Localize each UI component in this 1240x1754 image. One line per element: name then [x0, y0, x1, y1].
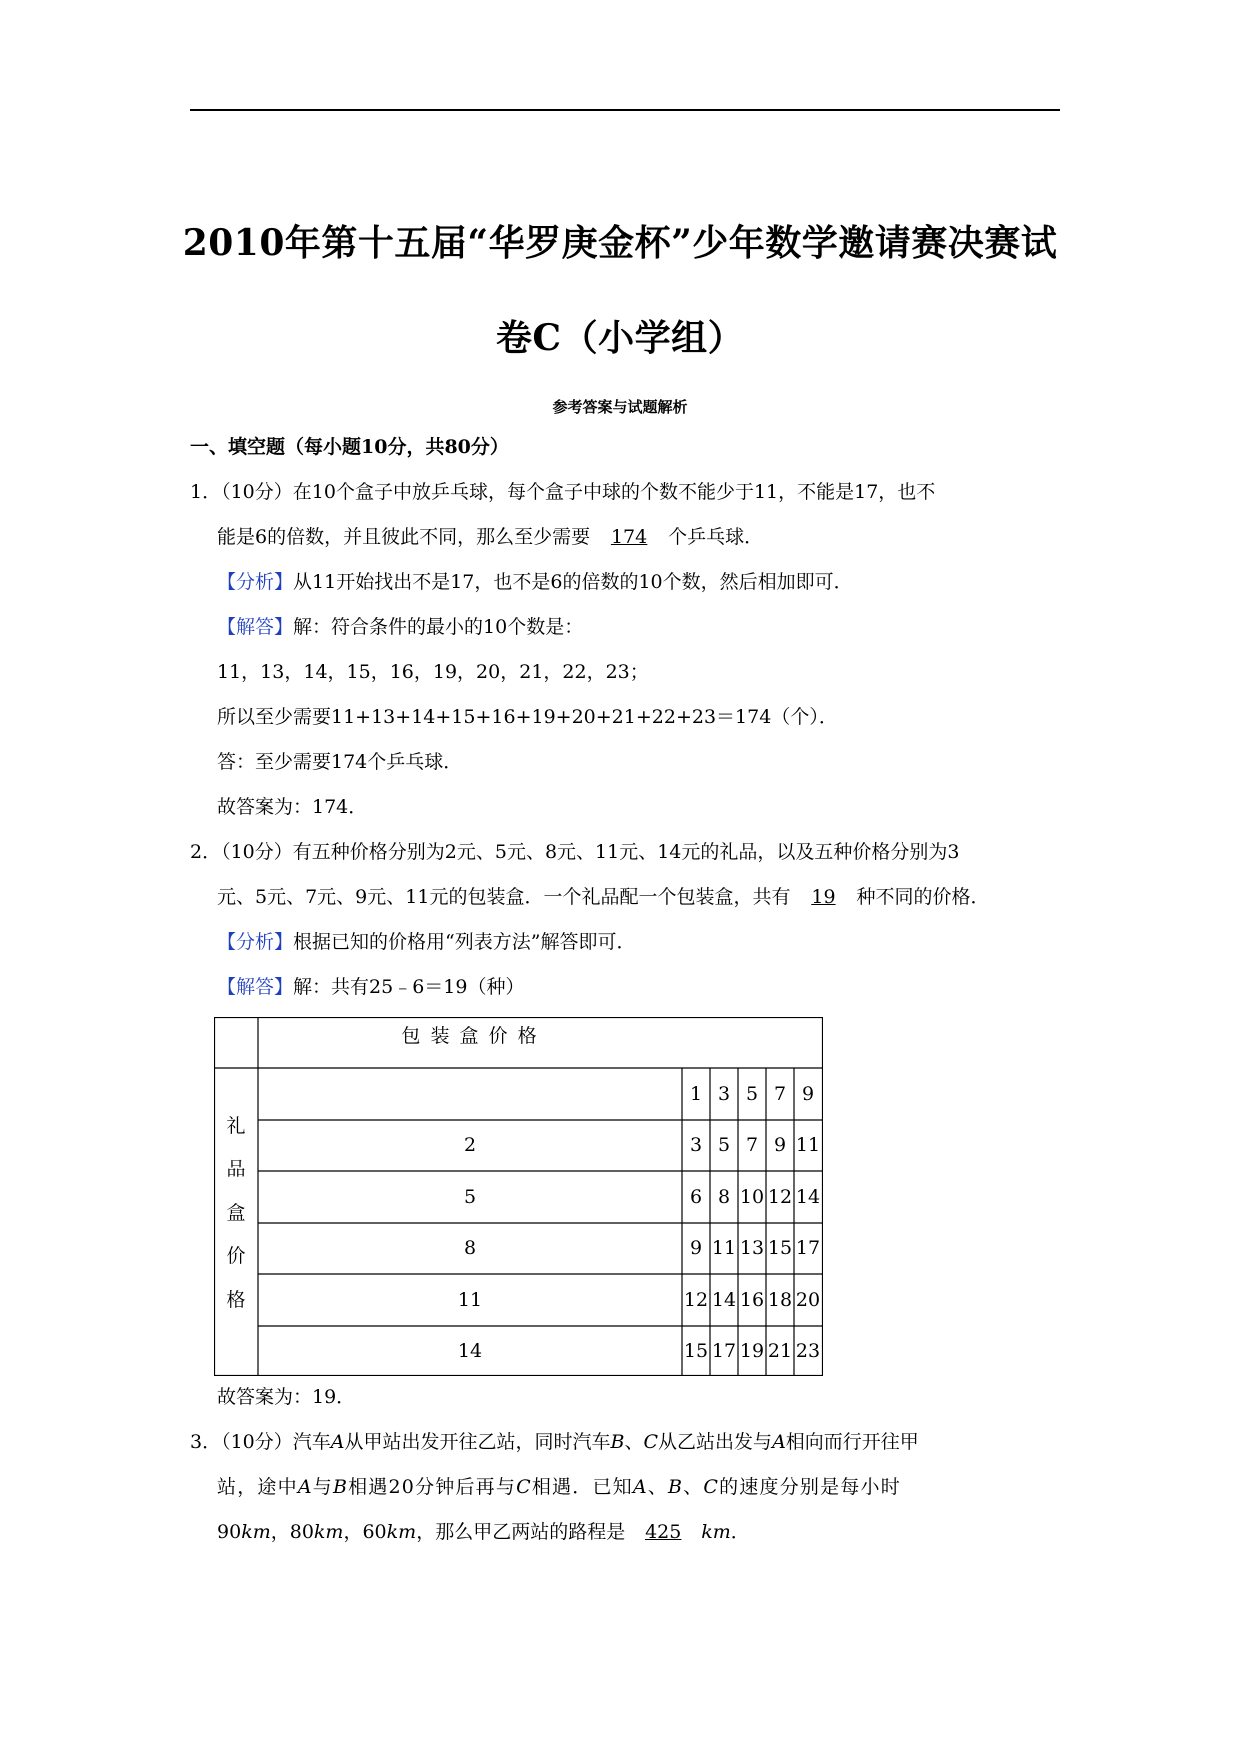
page-title-line2: 卷C（小学组）	[495, 317, 745, 359]
q2-solution-text: 解：共有25﹣6＝19（种）	[293, 976, 525, 998]
q3-unit: km	[313, 1521, 344, 1543]
table-cell: 5	[745, 1083, 759, 1105]
q1-answer-blank	[590, 524, 668, 550]
table-cell: 17	[795, 1237, 821, 1259]
q2-answer-blank	[790, 884, 856, 910]
q3-var: A	[330, 1431, 345, 1453]
q2-solution	[217, 974, 524, 1000]
table-cell: 20	[795, 1289, 821, 1311]
table-cell: 17	[711, 1340, 737, 1362]
page-title-line1: 2010年第十五届“华罗庚金杯”少年数学邀请赛决赛试	[182, 222, 1058, 264]
table-row-label: 14	[457, 1340, 483, 1362]
q3-speed: 60	[362, 1521, 387, 1543]
side-label-char: 价	[226, 1245, 246, 1267]
q3-text: ，那么甲乙两站的路程是	[416, 1521, 626, 1543]
q2-answer: 19	[811, 886, 836, 908]
q1-numbers: 11，13，14，15，16，19，20，21，22，23；	[217, 661, 649, 683]
q3-text: 、	[624, 1431, 644, 1453]
table-cell: 19	[739, 1340, 765, 1362]
section-heading: 一、填空题（每小题10分，共80分）	[190, 436, 509, 458]
q3-var: C	[703, 1476, 720, 1498]
q1-analysis-text: 从11开始找出不是17，也不是6的倍数的10个数，然后相加即可．	[293, 571, 853, 593]
price-table	[214, 1017, 823, 1376]
table-cell: 14	[795, 1186, 821, 1208]
q1-solution	[217, 614, 583, 640]
q3-text: ，	[343, 1521, 363, 1543]
q3-text: 相向而行开往甲	[785, 1431, 919, 1453]
table-cell: 18	[767, 1289, 793, 1311]
table-cell: 7	[773, 1083, 787, 1105]
table-cell: 21	[767, 1340, 793, 1362]
table-cell: 5	[717, 1134, 731, 1156]
q3-text: 站，途中	[217, 1476, 298, 1498]
q3-text: 、	[647, 1476, 668, 1498]
q2-line2-post: 种不同的价格．	[856, 886, 990, 908]
table-cell: 23	[795, 1340, 821, 1362]
q1-sum: 所以至少需要11+13+14+15+16+19+20+21+22+23＝174（个）．	[217, 706, 838, 728]
table-header: 包 装 盒 价 格	[401, 1025, 539, 1047]
table-cell: 12	[767, 1186, 793, 1208]
q2-line1: 2．（10分）有五种价格分别为2元、5元、8元、11元、14元的礼品，以及五种价格分别为3	[190, 841, 960, 863]
table-cell: 13	[739, 1237, 765, 1259]
q1-answer: 174	[610, 526, 648, 548]
q3-text: ．	[730, 1521, 750, 1543]
q3-var: A	[772, 1431, 786, 1453]
q2-line2-pre: 元、5元、7元、9元、11元的包装盒．一个礼品配一个包装盒，共有	[217, 886, 791, 908]
side-label-char: 盒	[226, 1202, 246, 1224]
q3-line1	[190, 1429, 919, 1455]
q3-speed: 80	[289, 1521, 314, 1543]
analysis-tag: 【分析】	[217, 571, 294, 593]
q1-line2	[217, 524, 763, 550]
q1-solution-text: 解：符合条件的最小的10个数是：	[293, 616, 584, 638]
q3-text: 相遇．已知	[531, 1476, 633, 1498]
table-cell: 12	[683, 1289, 709, 1311]
q3-unit: km	[701, 1521, 731, 1543]
q3-text: 从乙站出发与	[658, 1431, 773, 1453]
q3-text: ，	[270, 1521, 290, 1543]
table-row-label: 11	[457, 1289, 483, 1311]
q3-text: 相遇20分钟后再与	[348, 1476, 517, 1498]
q3-var: A	[297, 1476, 313, 1498]
q3-unit: km	[386, 1521, 417, 1543]
table-cell: 11	[711, 1237, 737, 1259]
table-cell: 8	[717, 1186, 731, 1208]
side-label-char: 品	[226, 1158, 246, 1180]
table-cell: 10	[739, 1186, 765, 1208]
table-row-label: 2	[463, 1134, 477, 1156]
q3-text: 与	[312, 1476, 333, 1498]
q1-line1: 1．（10分）在10个盒子中放乒乓球，每个盒子中球的个数不能少于11，不能是17，也不	[190, 481, 936, 503]
q3-text: 的速度分别是每小时	[719, 1476, 901, 1498]
table-cell: 16	[739, 1289, 765, 1311]
q2-final: 故答案为：19．	[217, 1386, 356, 1408]
q3-speed: 90	[217, 1521, 242, 1543]
q2-analysis-text: 根据已知的价格用“列表方法”解答即可．	[293, 931, 636, 953]
q1-line2-post: 个乒乓球．	[668, 526, 764, 548]
table-cell: 9	[801, 1083, 815, 1105]
table-cell: 6	[689, 1186, 703, 1208]
q3-var: C	[643, 1431, 659, 1453]
q3-var: B	[667, 1476, 684, 1498]
page-subtitle: 参考答案与试题解析	[552, 398, 688, 416]
q1-analysis	[217, 569, 853, 595]
q1-final: 故答案为：174．	[217, 796, 368, 818]
q3-var: C	[516, 1476, 532, 1498]
table-cell: 3	[689, 1134, 703, 1156]
table-cell: 15	[767, 1237, 793, 1259]
table-cell: 7	[745, 1134, 759, 1156]
q3-var: A	[632, 1476, 648, 1498]
table-row-label: 8	[463, 1237, 477, 1259]
table-cell: 11	[795, 1134, 821, 1156]
q3-answer-blank	[625, 1519, 701, 1545]
q3-text: 、	[683, 1476, 704, 1498]
q3-text: 从甲站出发开往乙站，同时汽车	[344, 1431, 611, 1453]
q3-line3	[217, 1519, 750, 1545]
table-row-label: 5	[463, 1186, 477, 1208]
q3-var: B	[332, 1476, 349, 1498]
solution-tag: 【解答】	[217, 976, 294, 998]
q3-var: B	[610, 1431, 625, 1453]
header-rule	[190, 109, 1060, 111]
table-cell: 15	[683, 1340, 709, 1362]
q2-line2	[217, 884, 989, 910]
table-cell: 3	[717, 1083, 731, 1105]
side-label-char: 礼	[226, 1115, 246, 1137]
table-cell: 9	[689, 1237, 703, 1259]
table-cell: 9	[773, 1134, 787, 1156]
q1-reply: 答：至少需要174个乒乓球．	[217, 751, 463, 773]
q3-line2	[217, 1474, 901, 1500]
q3-answer: 425	[645, 1521, 682, 1543]
analysis-tag: 【分析】	[217, 931, 294, 953]
side-label-char: 格	[226, 1289, 246, 1311]
q1-line2-pre: 能是6的倍数，并且彼此不同，那么至少需要	[217, 526, 591, 548]
solution-tag: 【解答】	[217, 616, 294, 638]
table-cell: 1	[689, 1083, 703, 1105]
q3-unit: km	[241, 1521, 271, 1543]
q2-analysis	[217, 929, 635, 955]
table-cell: 14	[711, 1289, 737, 1311]
q3-text: 3．（10分）汽车	[190, 1431, 331, 1453]
